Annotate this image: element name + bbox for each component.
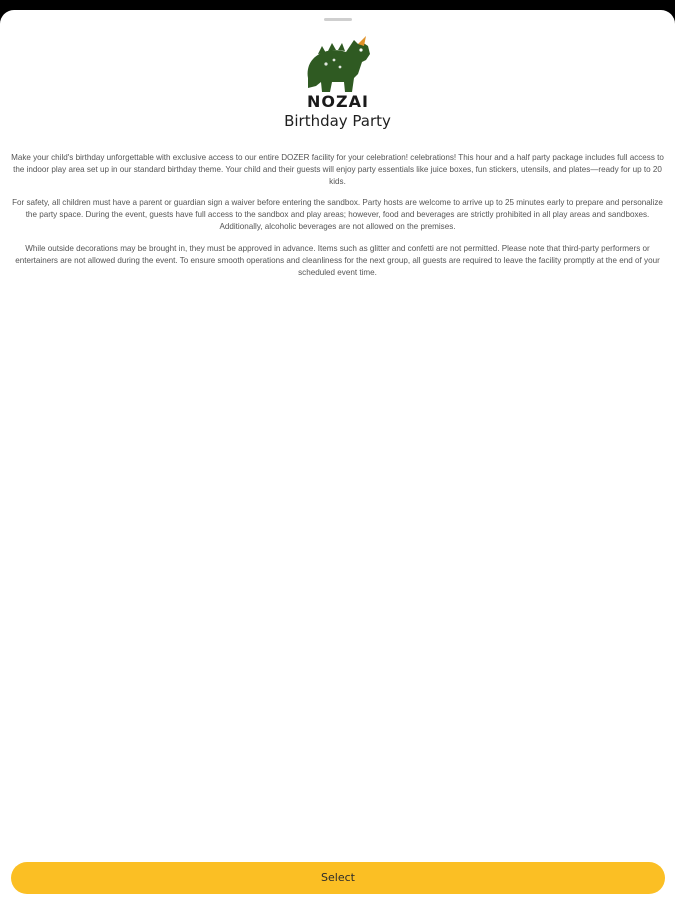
description-paragraph: Make your child's birthday unforgettable with exclusive access to our entire DOZER facility for your celebration! celebrations! This hour and a half party package includes full access to the indoor play area set up in our standard birthday theme. Your child and their guests will enjoy party essentials like juice boxes, fun stickers, utensils, and plates—ready for up to 20 kids. <box>11 153 664 187</box>
sheet-grabber-handle[interactable] <box>324 18 352 21</box>
description-paragraph: While outside decorations may be brought in, they must be approved in advance. Items such as glitter and confetti are not permitted. Please note that third-party performers or entertainers are not allowed during the event. To ensure smooth operations and cleanliness for the next group, all guests are required to leave the facility promptly at the end of your scheduled event time. <box>15 243 660 277</box>
dinosaur-logo-icon <box>302 34 374 96</box>
page-title: Birthday Party <box>284 112 391 130</box>
select-button[interactable]: Select <box>11 862 665 894</box>
party-description <box>10 152 665 288</box>
bottom-sheet <box>0 10 675 900</box>
description-paragraph: For safety, all children must have a parent or guardian sign a waiver before entering the sandbox. Party hosts are welcome to arrive up to 25 minutes early to prepare and personalize the party space. During the event, guests have full access to the sandbox and play areas; however, food and beverages are strictly prohibited in all play areas and sandboxes. Additionally, alcoholic beverages are not allowed on the premises. <box>12 198 663 232</box>
brand-logo-text: NOZAI <box>307 92 369 108</box>
brand-logo <box>302 34 374 108</box>
